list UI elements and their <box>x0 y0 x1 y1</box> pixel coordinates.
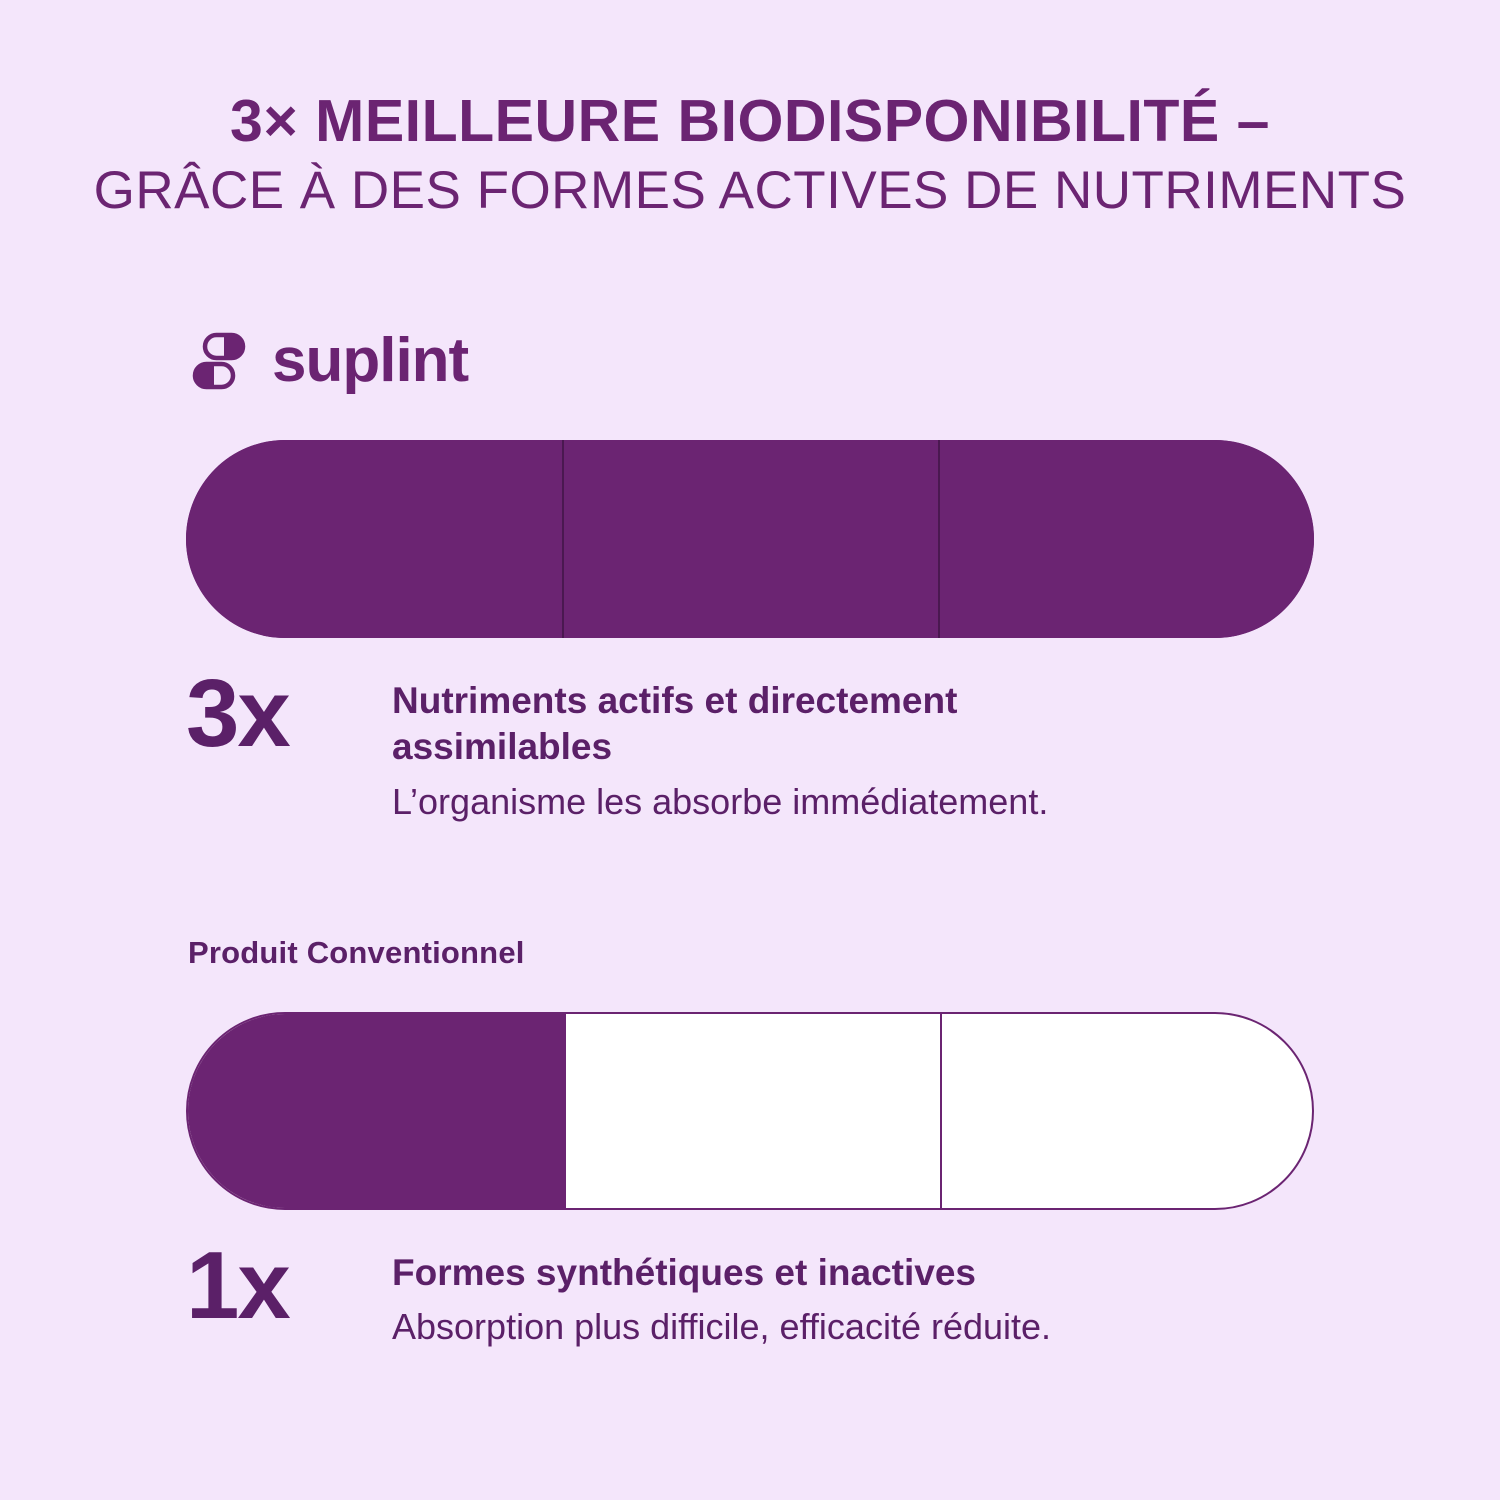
brand-lockup <box>188 326 469 395</box>
legend-subtitle-conventional: Absorption plus difficile, efficacité réduite. <box>392 1306 1052 1348</box>
legend-row-conventional <box>186 1232 1052 1351</box>
bar-suplint <box>186 440 1314 638</box>
page-title <box>0 88 1500 223</box>
bar-suplint-divider-2 <box>938 440 940 638</box>
conventional-product-label: Produit Conventionnel <box>188 935 525 970</box>
multiplier-conventional: 1x <box>186 1232 289 1339</box>
capsule-logo-icon <box>188 330 250 392</box>
bar-conventional <box>186 1012 1314 1210</box>
bar-suplint-divider-1 <box>562 440 564 638</box>
bar-conventional-divider-2 <box>940 1014 942 1208</box>
headline-line-2: GRÂCE À DES FORMES ACTIVES DE NUTRIMENTS <box>93 161 1407 221</box>
legend-title-conventional: Formes synthétiques et inactives <box>392 1252 976 1293</box>
bar-conventional-fill <box>188 1014 564 1208</box>
legend-text-suplint <box>392 668 1172 825</box>
headline-line-1: 3× MEILLEURE BIODISPONIBILITÉ – <box>230 88 1270 154</box>
legend-row-suplint <box>186 660 1172 825</box>
brand-name: suplint <box>272 326 469 395</box>
legend-subtitle-suplint: L’organisme les absorbe immédiatement. <box>392 780 1049 822</box>
legend-title-suplint: Nutriments actifs et directement assimilables <box>392 680 958 768</box>
bar-conventional-divider-1 <box>564 1014 566 1208</box>
legend-text-conventional <box>392 1240 1051 1351</box>
bar-suplint-fill <box>186 440 1314 638</box>
multiplier-suplint: 3x <box>186 660 289 767</box>
